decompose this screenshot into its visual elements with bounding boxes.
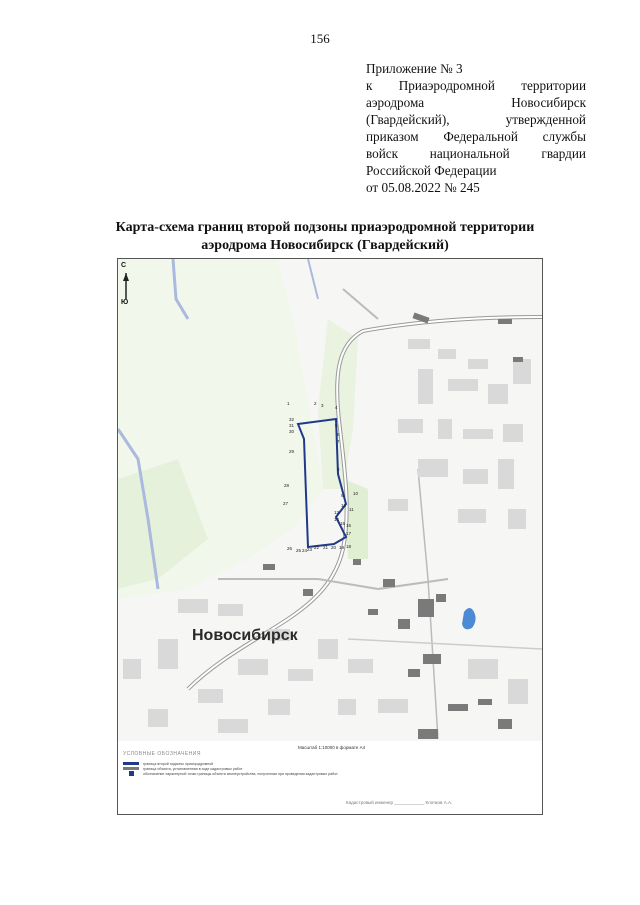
legend-text: граница объекта, установленная в ходе кадастровых работ bbox=[143, 766, 243, 771]
city-label: Новосибирск bbox=[192, 627, 298, 644]
appendix-line: (Гвардейский), утвержденной bbox=[366, 112, 586, 127]
appendix-line: Приложение № 3 bbox=[366, 61, 463, 76]
document-title bbox=[70, 219, 580, 255]
signature-line: Кадастровый инженер ____________ Клочков А.А. bbox=[346, 800, 453, 805]
boundary-point-label: 26 bbox=[287, 546, 293, 551]
boundary-point-label: 7 bbox=[337, 439, 340, 444]
boundary-point-label: 12 bbox=[341, 503, 347, 508]
appendix-line: приказом Федеральной службы bbox=[366, 129, 586, 144]
legend-swatch bbox=[123, 762, 139, 765]
boundary-point-label: 27 bbox=[283, 501, 289, 506]
boundary-point-label: 20 bbox=[331, 545, 337, 550]
boundary-point-label: 18 bbox=[346, 544, 352, 549]
legend-text: обозначение характерной точки границы объекта землеустройства, полученная при проведении кадастровых работ bbox=[143, 771, 338, 776]
legend-title: УСЛОВНЫЕ ОБОЗНАЧЕНИЯ bbox=[123, 751, 201, 757]
boundary-point-label: 8 bbox=[337, 467, 340, 472]
boundary-point-label: 4 bbox=[335, 405, 338, 410]
scale-note: Масштаб 1:10000 в формате А4 bbox=[298, 745, 366, 750]
map-frame bbox=[117, 258, 543, 815]
boundary-point-label: 6 bbox=[337, 432, 340, 437]
map-legend bbox=[123, 761, 338, 776]
appendix-line: войск национальной гвардии bbox=[366, 146, 586, 161]
boundary-point-label: 17 bbox=[346, 531, 352, 536]
boundary-point-label: 13 bbox=[334, 510, 340, 515]
boundary-point-label: 25 bbox=[296, 548, 302, 553]
boundary-point-label: 9 bbox=[341, 493, 344, 498]
boundary-point-label: 31 bbox=[289, 423, 295, 428]
map-image bbox=[118, 259, 542, 741]
compass-south-label: Ю bbox=[121, 299, 129, 306]
title-line: Карта-схема границ второй подзоны приаэродромной территории bbox=[115, 220, 535, 235]
boundary-point-label: 11 bbox=[349, 507, 354, 512]
boundary-point-label: 2 bbox=[314, 401, 317, 406]
appendix-line: аэродрома Новосибирск bbox=[366, 95, 586, 110]
boundary-point-label: 15 bbox=[340, 521, 346, 526]
appendix-line: от 05.08.2022 № 245 bbox=[366, 180, 480, 195]
legend-item bbox=[123, 771, 338, 776]
appendix-block bbox=[366, 60, 586, 196]
boundary-point-label: 3 bbox=[321, 403, 324, 408]
boundary-point-label: 29 bbox=[289, 449, 295, 454]
boundary-point-label: 24 bbox=[302, 548, 308, 553]
legend-swatch bbox=[129, 771, 134, 776]
boundary-point-label: 28 bbox=[284, 483, 290, 488]
appendix-line: к Приаэродромной территории bbox=[366, 78, 586, 93]
boundary-point-label: 5 bbox=[335, 423, 338, 428]
boundary-point-label: 1 bbox=[287, 401, 290, 406]
boundary-point-label: 32 bbox=[289, 417, 295, 422]
title-line: аэродрома Новосибирск (Гвардейский) bbox=[201, 238, 449, 253]
legend-text: граница второй подзоны приаэродромной bbox=[143, 761, 214, 766]
boundary-point-label: 10 bbox=[353, 491, 359, 496]
boundary-point-label: 14 bbox=[334, 517, 340, 522]
legend-swatch bbox=[123, 767, 139, 770]
boundary-point-label: 21 bbox=[323, 545, 329, 550]
boundary-point-label: 19 bbox=[339, 545, 345, 550]
boundary-point-label: 22 bbox=[314, 545, 320, 550]
boundary-point-label: 30 bbox=[289, 429, 295, 434]
boundary-point-label: 23 bbox=[307, 547, 313, 552]
boundary-point-label: 16 bbox=[346, 523, 352, 528]
appendix-line: Российской Федерации bbox=[366, 163, 497, 178]
compass-north-label: С bbox=[121, 262, 127, 269]
page-number: 156 bbox=[310, 31, 330, 46]
